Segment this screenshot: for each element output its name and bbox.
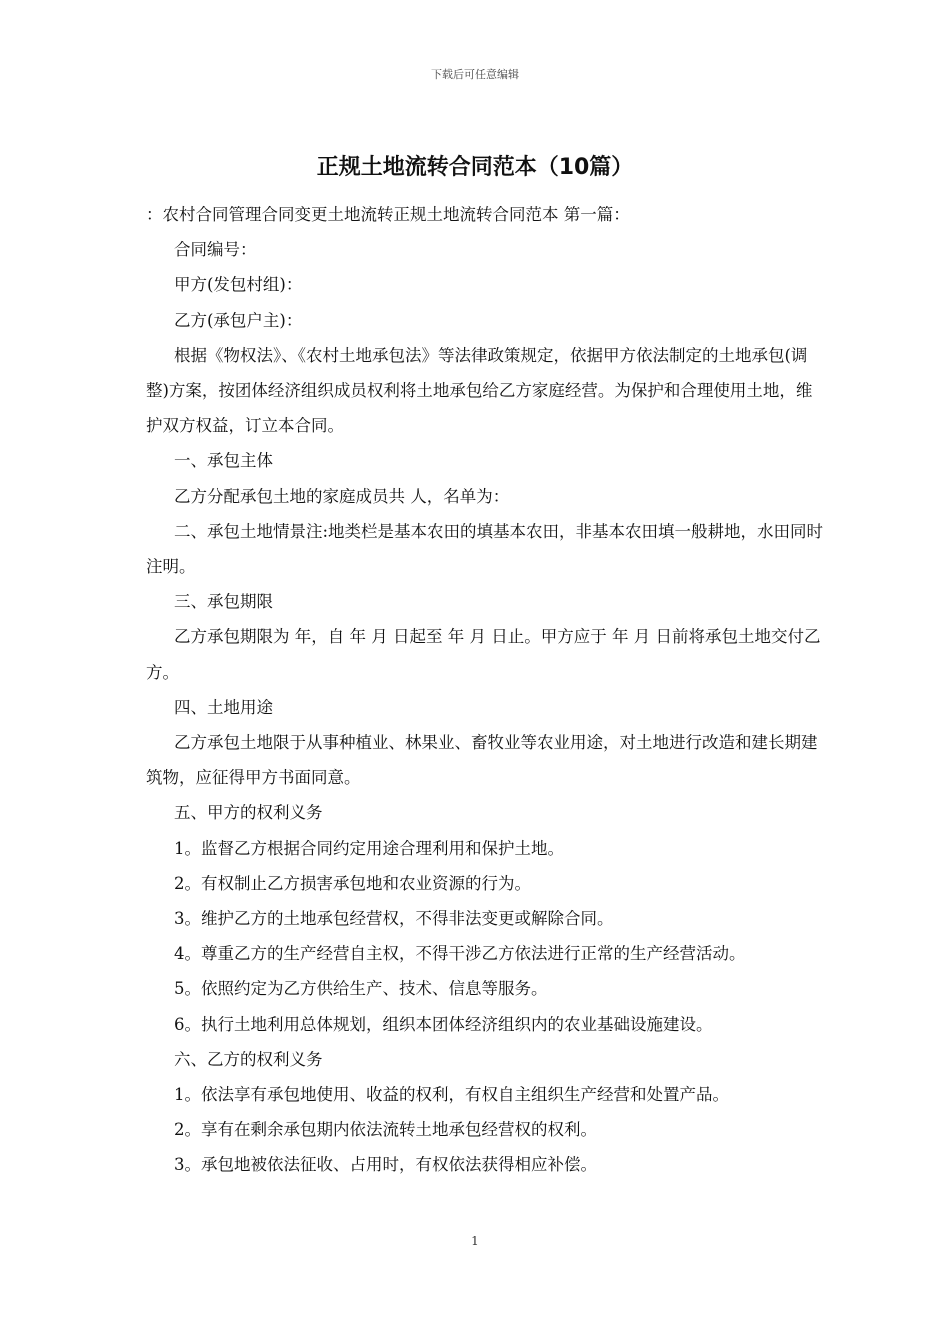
paragraph-party-b: 乙方(承包户主)：: [174, 310, 303, 330]
section-heading-5: 五、甲方的权利义务: [174, 803, 323, 823]
list-item: 5。依照约定为乙方供给生产、技术、信息等服务。: [174, 979, 548, 999]
header-note: 下载后可任意编辑: [431, 68, 519, 81]
list-item: 3。维护乙方的土地承包经营权，不得非法变更或解除合同。: [174, 909, 614, 929]
list-item: 3。承包地被依法征收、占用时，有权依法获得相应补偿。: [174, 1155, 597, 1175]
paragraph-contract-number: 合同编号：: [174, 240, 257, 260]
list-item: 4。尊重乙方的生产经营自主权，不得干涉乙方依法进行正常的生产经营活动。: [174, 944, 746, 964]
paragraph-land-use: 乙方承包土地限于从事种植业、林果业、畜牧业等农业用途，对土地进行改造和建长期建筑物，应征得甲方书面同意。: [146, 733, 818, 788]
section-heading-2: 二、承包土地情景注:地类栏是基本农田的填基本农田，非基本农田填一般耕地，水田同时注明。: [146, 521, 824, 577]
section-heading-3: 三、承包期限: [174, 592, 273, 612]
list-item: 2。享有在剩余承包期内依法流转土地承包经营权的权利。: [174, 1120, 597, 1140]
section-heading-6: 六、乙方的权利义务: [174, 1049, 323, 1069]
list-item: 1。依法享有承包地使用、收益的权利，有权自主组织生产经营和处置产品。: [174, 1085, 729, 1105]
list-item: 2。有权制止乙方损害承包地和农业资源的行为。: [174, 873, 531, 893]
document-title: 正规土地流转合同范本（10篇）: [316, 155, 634, 180]
document-body: [146, 197, 826, 1183]
paragraph-intro: ：农村合同管理合同变更土地流转正规土地流转合同范本 第一篇：: [146, 205, 630, 224]
paragraph-members: 乙方分配承包土地的家庭成员共 人，名单为：: [174, 486, 510, 506]
list-item: 6。执行土地利用总体规划，组织本团体经济组织内的农业基础设施建设。: [174, 1014, 713, 1034]
page-number: 1: [471, 1234, 479, 1248]
paragraph-term: 乙方承包期限为 年，自 年 月 日起至 年 月 日止。甲方应于 年 月 日前将承包土地交付乙方。: [146, 627, 821, 682]
list-item: 1。监督乙方根据合同约定用途合理利用和保护土地。: [174, 838, 564, 858]
paragraph-preamble: 根据《物权法》、《农村土地承包法》等法律政策规定，依据甲方依法制定的土地承包(调整)方案，按团体经济组织成员权利将土地承包给乙方家庭经营。为保护和合理使用土地，维护双方权益，订立本合同。: [146, 345, 813, 436]
paragraph-party-a: 甲方(发包村组)：: [174, 275, 303, 295]
section-heading-4: 四、土地用途: [174, 697, 273, 717]
section-heading-1: 一、承包主体: [174, 451, 273, 471]
